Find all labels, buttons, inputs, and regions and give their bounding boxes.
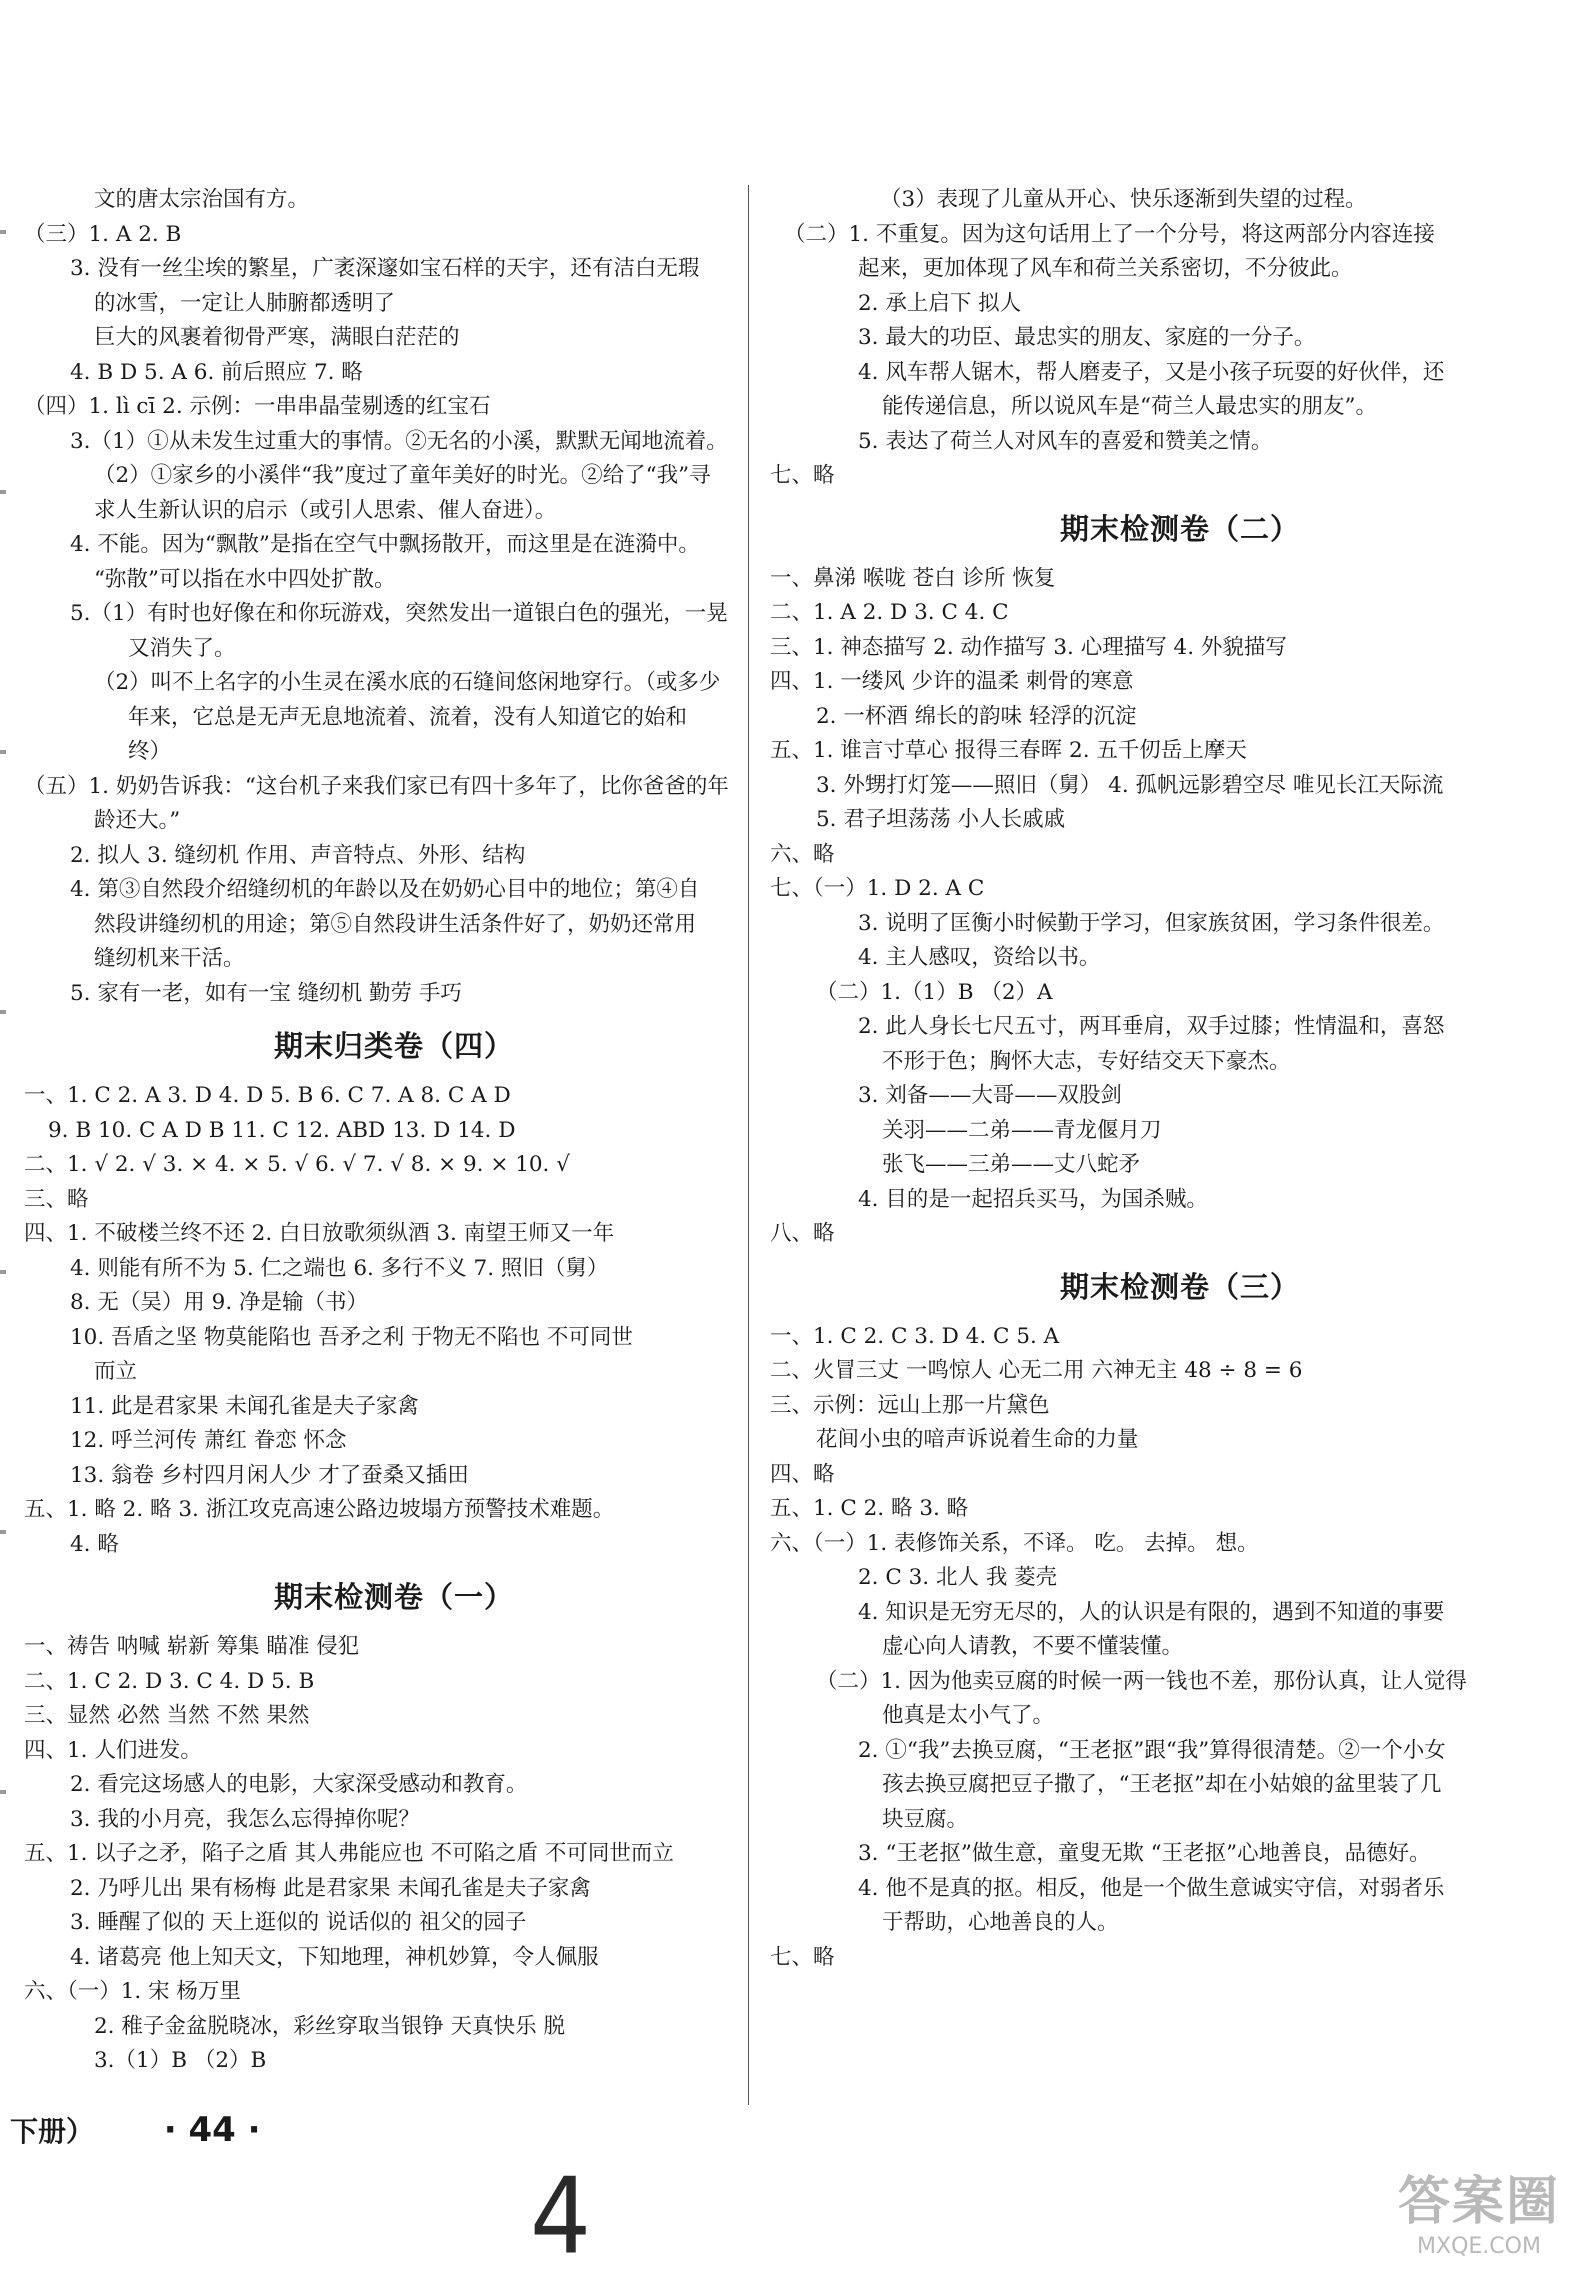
answer-line: 孩去换豆腐把豆子撒了，“王老抠”却在小姑娘的盆里装了几: [882, 1772, 1442, 1797]
answer-line: 3. 没有一丝尘埃的繁星，广袤深邃如宝石样的天宇，还有洁白无瑕: [70, 256, 700, 281]
answer-line: 3. “王老抠”做生意，童叟无欺 “王老抠”心地善良，品德好。: [858, 1841, 1431, 1866]
answer-line: 8. 无（吴）用 9. 净是输（书）: [70, 1290, 369, 1315]
answer-line: 而立: [94, 1359, 138, 1384]
section-title: 期末检测卷（一）: [273, 1580, 514, 1614]
answer-line: 5. 家有一老，如有一宝 缝纫机 勤劳 手巧: [70, 980, 462, 1006]
answer-line: 2. 此人身长七尺五寸，两耳垂肩，双手过膝；性情温和，喜怒: [858, 1014, 1445, 1039]
answer-line: 4. 目的是一起招兵买马，为国杀贼。: [858, 1186, 1208, 1212]
answer-line: 9. B 10. C A D B 11. C 12. ABD 13. D 14. D: [48, 1117, 516, 1143]
answer-line: 终）: [128, 739, 172, 764]
answer-line: 4. 略: [70, 1531, 119, 1557]
answer-line: 五、1. 以子之矛，陷子之盾 其人弗能应也 不可陷之盾 不可同世而立: [24, 1841, 674, 1866]
answer-line: 2. 乃呼儿出 果有杨梅 此是君家果 未闻孔雀是夫子家禽: [70, 1875, 591, 1901]
answer-line: 龄还大。”: [94, 808, 181, 833]
page-footer: [10, 2110, 261, 2150]
watermark: [1398, 2159, 1560, 2259]
answer-line: 七、略: [770, 1944, 835, 1970]
answer-line: 三、略: [24, 1186, 89, 1212]
answer-line: 缝纫机来干活。: [94, 946, 245, 971]
answer-line: 2. C 3. 北人 我 菱壳: [858, 1565, 1058, 1590]
answer-line: （2）叫不上名字的小生灵在溪水底的石缝间悠闲地穿行。（或多少: [94, 670, 721, 695]
answer-line: 张飞——三弟——丈八蛇矛: [882, 1152, 1141, 1177]
answer-line: 花间小虫的喑声诉说着生命的力量: [816, 1427, 1139, 1452]
answer-line: 七、略: [770, 463, 835, 488]
answer-line: 求人生新认识的启示（或引人思索、催人奋进）。: [94, 497, 557, 523]
answer-line: 六、略: [770, 841, 835, 867]
answer-line: 能传递信息，所以说风车是“荷兰人最忠实的朋友”。: [882, 394, 1377, 419]
answer-line: 11. 此是君家果 未闻孔雀是夫子家禽: [70, 1393, 419, 1419]
answer-line: （二）1. 因为他卖豆腐的时候一两一钱也不差，那份认真，让人觉得: [816, 1668, 1467, 1694]
answer-line: 4. 他不是真的抠。相反，他是一个做生意诚实守信，对弱者乐: [858, 1875, 1445, 1901]
answer-line: 三、显然 必然 当然 不然 果然: [24, 1703, 310, 1728]
answer-line: （3）表现了儿童从开心、快乐逐渐到失望的过程。: [880, 187, 1367, 212]
answer-line: 4. 知识是无穷无尽的，人的认识是有限的，遇到不知道的事要: [858, 1599, 1445, 1625]
section-title: 期末检测卷（三）: [1059, 1269, 1300, 1304]
answer-line: 三、1. 神态描写 2. 动作描写 3. 心理描写 4. 外貌描写: [770, 634, 1287, 660]
left-column: [24, 183, 744, 2079]
answer-line: （四）1. lì cī 2. 示例：一串串晶莹剔透的红宝石: [24, 394, 491, 419]
answer-line: 一、鼻涕 喉咙 苍白 诊所 恢复: [770, 565, 1056, 591]
answer-line: 2. 稚子金盆脱晓冰，彩丝穿取当银铮 天真快乐 脱: [94, 2013, 566, 2039]
answer-line: 4. 主人感叹，资给以书。: [858, 945, 1101, 970]
answer-line: 2. 一杯酒 绵长的韵味 轻浮的沉淀: [816, 703, 1137, 729]
answer-line: 起来，更加体现了风车和荷兰关系密切，不分彼此。: [858, 256, 1353, 281]
right-column: [770, 183, 1560, 1975]
answer-line: 四、略: [770, 1461, 835, 1487]
answer-line: “弥散”可以指在水中四处扩散。: [94, 566, 396, 592]
answer-line: （五）1. 奶奶告诉我：“这台机子来我们家已有四十多年了，比你爸爸的年: [24, 773, 729, 799]
answer-line: 2. 拟人 3. 缝纫机 作用、声音特点、外形、结构: [70, 842, 526, 868]
answer-line: 年来，它总是无声无息地流着、流着，没有人知道它的始和: [128, 704, 688, 730]
answer-line: 4. B D 5. A 6. 前后照应 7. 略: [70, 359, 363, 385]
answer-line: 3. 外甥打灯笼——照旧（舅） 4. 孤帆远影碧空尽 唯见长江天际流: [816, 772, 1444, 798]
answer-line: （三）1. A 2. B: [24, 221, 182, 247]
answer-line: 文的唐太宗治国有方。: [94, 187, 310, 212]
answer-line: 二、1. √ 2. √ 3. × 4. × 5. √ 6. √ 7. √ 8. × 9. × 10. √: [24, 1152, 570, 1177]
answer-line: 5. 君子坦荡荡 小人长戚戚: [816, 807, 1066, 832]
answer-line: （2）①家乡的小溪伴“我”度过了童年美好的时光。②给了“我”寻: [94, 463, 711, 488]
answer-line: 4. 不能。因为“飘散”是指在空气中飘扬散开，而这里是在涟漪中。: [70, 532, 700, 557]
volume-label: 下册）: [10, 2115, 95, 2148]
answer-line: （二）1. 不重复。因为这句话用上了一个分号，将这两部分内容连接: [784, 221, 1435, 247]
answer-line: （二）1.（1）B （2）A: [816, 979, 1053, 1005]
binding-edge: [0, 150, 6, 2050]
answer-line: 4. 风车帮人锯木，帮人磨麦子，又是小孩子玩耍的好伙伴，还: [858, 359, 1445, 385]
answer-line: 三、示例：远山上那一片黛色: [770, 1392, 1050, 1418]
answer-line: 12. 呼兰河传 萧红 眷恋 怀念: [70, 1428, 347, 1453]
handwritten-mark: 4: [530, 2154, 592, 2278]
answer-line: 一、1. C 2. C 3. D 4. C 5. A: [770, 1323, 1060, 1349]
answer-line: 2. ①“我”去换豆腐，“王老抠”跟“我”算得很清楚。②一个小女: [858, 1737, 1446, 1763]
answer-line: 3. 我的小月亮，我怎么忘得掉你呢？: [70, 1806, 420, 1832]
answer-line: 3.（1）B （2）B: [94, 2048, 267, 2073]
answer-line: 七、（一）1. D 2. A C: [770, 876, 985, 901]
answer-line: 巨大的风裹着彻骨严寒，满眼白茫茫的: [94, 325, 460, 350]
answer-line: 四、1. 人们进发。: [24, 1737, 202, 1763]
answer-line: 块豆腐。: [882, 1806, 969, 1832]
answer-line: 5. 表达了荷兰人对风车的喜爱和赞美之情。: [858, 428, 1273, 454]
section-title: 期末归类卷（四）: [273, 1029, 514, 1063]
watermark-logo: 答案圈: [1397, 2172, 1560, 2232]
watermark-url: MXQE.COM: [1417, 2234, 1541, 2259]
answer-line: 3. 刘备——大哥——双股剑: [858, 1083, 1122, 1108]
answer-line: 五、1. C 2. 略 3. 略: [770, 1496, 969, 1521]
answer-line: 关羽——二弟——青龙偃月刀: [882, 1117, 1162, 1143]
answer-line: 二、1. C 2. D 3. C 4. D 5. B: [24, 1668, 315, 1694]
answer-line: 3. 睡醒了似的 天上逛似的 说话似的 祖父的园子: [70, 1910, 527, 1935]
answer-line: 2. 看完这场感人的电影，大家深受感动和教育。: [70, 1772, 528, 1797]
answer-line: 一、祷告 呐喊 崭新 筹集 瞄准 侵犯: [24, 1634, 360, 1659]
answer-line: 10. 吾盾之坚 物莫能陷也 吾矛之利 于物无不陷也 不可同世: [70, 1324, 633, 1350]
answer-line: 又消失了。: [128, 635, 236, 661]
answer-line: 四、1. 一缕风 少许的温柔 刺骨的寒意: [770, 669, 1134, 694]
column-divider: [748, 185, 749, 2105]
answer-line: 3. 说明了匡衡小时候勤于学习，但家族贫困，学习条件很差。: [858, 910, 1445, 936]
answer-line: 5.（1）有时也好像在和你玩游戏，突然发出一道银白色的强光，一晃: [70, 601, 728, 626]
answer-line: 于帮助，心地善良的人。: [882, 1910, 1119, 1935]
answer-line: 二、火冒三丈 一鸣惊人 心无二用 六神无主 48 ÷ 8 = 6: [770, 1358, 1303, 1383]
answer-line: 一、1. C 2. A 3. D 4. D 5. B 6. C 7. A 8. C A D: [24, 1083, 511, 1108]
answer-line: 二、1. A 2. D 3. C 4. C: [770, 600, 1009, 625]
answer-line: 四、1. 不破楼兰终不还 2. 白日放歌须纵酒 3. 南望王师又一年: [24, 1221, 615, 1246]
answer-line: 的冰雪，一定让人肺腑都透明了: [94, 290, 396, 316]
answer-line: 虚心向人请教，不要不懂装懂。: [882, 1634, 1184, 1659]
answer-line: 五、1. 谁言寸草心 报得三春晖 2. 五千仞岳上摩天: [770, 738, 1247, 763]
section-title: 期末检测卷（二）: [1059, 511, 1300, 546]
answer-line: 六、（一）1. 表修饰关系，不译。 吃。 去掉。 想。: [770, 1530, 1259, 1556]
page-number: · 44 ·: [163, 2110, 261, 2150]
answer-line: 2. 承上启下 拟人: [858, 290, 1022, 316]
answer-line: 4. 第③自然段介绍缝纫机的年龄以及在奶奶心目中的地位；第④自: [70, 877, 700, 902]
answer-line: 4. 诸葛亮 他上知天文，下知地理，神机妙算，令人佩服: [70, 1944, 599, 1970]
answer-line: 不形于色；胸怀大志，专好结交天下豪杰。: [882, 1048, 1291, 1074]
answer-line: 4. 则能有所不为 5. 仁之端也 6. 多行不义 7. 照旧（舅）: [70, 1255, 609, 1281]
answer-line: 五、1. 略 2. 略 3. 浙江攻克高速公路边坡塌方预警技术难题。: [24, 1497, 615, 1522]
answer-line: 八、略: [770, 1221, 835, 1246]
answer-line: 六、（一）1. 宋 杨万里: [24, 1979, 241, 2004]
answer-line: 他真是太小气了。: [882, 1703, 1055, 1728]
answer-line: 13. 翁卷 乡村四月闲人少 才了蚕桑又插田: [70, 1462, 469, 1488]
answer-line: 3. 最大的功臣、最忠实的朋友、家庭的一分子。: [858, 325, 1316, 350]
answer-line: 然段讲缝纫机的用途；第⑤自然段讲生活条件好了，奶奶还常用: [94, 911, 697, 937]
answer-line: 3.（1）①从未发生过重大的事情。②无名的小溪，默默无闻地流着。: [70, 428, 728, 454]
